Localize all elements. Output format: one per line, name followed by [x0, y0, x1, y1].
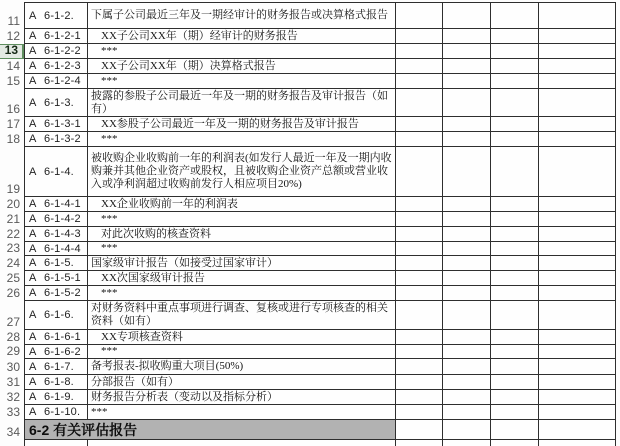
- empty-cell[interactable]: [538, 301, 616, 330]
- item-code: 6-1-6-1: [44, 331, 81, 343]
- empty-cell[interactable]: [538, 44, 616, 59]
- row-number[interactable]: 21: [0, 212, 24, 227]
- spreadsheet-grid: [0, 2, 616, 446]
- empty-cell[interactable]: [395, 89, 442, 117]
- row-marker: A: [29, 360, 37, 373]
- empty-cell[interactable]: [395, 330, 442, 345]
- empty-cell[interactable]: [490, 212, 538, 227]
- row-marker-code-cell[interactable]: [24, 271, 87, 286]
- empty-cell[interactable]: [538, 256, 616, 271]
- row-number[interactable]: 24: [0, 256, 24, 271]
- empty-cell[interactable]: [490, 59, 538, 74]
- row-marker-code-cell[interactable]: [24, 89, 87, 117]
- item-description-cell[interactable]: ***: [87, 132, 395, 147]
- table-row: [0, 286, 616, 301]
- empty-cell[interactable]: [490, 117, 538, 132]
- item-code: 6-1-3-2: [44, 133, 81, 145]
- item-description-cell[interactable]: 国家级审计报告（如接受过国家审计）: [87, 256, 395, 271]
- empty-cell[interactable]: [442, 59, 490, 74]
- row-number[interactable]: 30: [0, 359, 24, 375]
- item-description-cell[interactable]: ***: [87, 242, 395, 256]
- row-marker: A: [29, 257, 37, 269]
- empty-cell[interactable]: [442, 197, 490, 212]
- row-marker-code-cell[interactable]: [24, 212, 87, 227]
- empty-cell[interactable]: [490, 74, 538, 89]
- empty-cell[interactable]: [442, 147, 490, 197]
- empty-cell[interactable]: [490, 29, 538, 44]
- empty-cell[interactable]: [395, 359, 442, 375]
- empty-cell[interactable]: [490, 359, 538, 375]
- empty-cell[interactable]: [395, 242, 442, 256]
- item-description-cell[interactable]: ***: [87, 212, 395, 227]
- row-marker: A: [29, 376, 37, 388]
- row-marker-code-cell[interactable]: [24, 405, 87, 420]
- table-row: [0, 59, 616, 74]
- table-row: [0, 44, 616, 59]
- empty-cell[interactable]: [538, 242, 616, 256]
- item-code: 6-1-4-1: [44, 198, 81, 210]
- empty-cell[interactable]: [395, 375, 442, 390]
- empty-cell[interactable]: [442, 405, 490, 420]
- empty-cell[interactable]: [395, 117, 442, 132]
- empty-cell[interactable]: [442, 227, 490, 242]
- empty-cell[interactable]: [490, 242, 538, 256]
- empty-cell[interactable]: [395, 301, 442, 330]
- row-number[interactable]: 32: [0, 390, 24, 405]
- row-marker: A: [29, 228, 37, 240]
- empty-cell[interactable]: [538, 117, 616, 132]
- empty-cell[interactable]: [538, 330, 616, 345]
- empty-cell[interactable]: [538, 390, 616, 405]
- empty-cell[interactable]: [538, 2, 616, 29]
- row-number[interactable]: 14: [0, 59, 24, 74]
- table-row: [0, 117, 616, 132]
- table-row: [0, 330, 616, 345]
- item-code: 6-1-4-3: [44, 228, 81, 240]
- empty-cell[interactable]: [442, 271, 490, 286]
- item-description-cell[interactable]: XX次国家级审计报告: [87, 271, 395, 286]
- row-marker-code-cell[interactable]: [24, 132, 87, 147]
- row-number[interactable]: 11: [0, 2, 24, 29]
- item-description-cell[interactable]: ***: [87, 286, 395, 301]
- row-marker-code-cell[interactable]: [24, 345, 87, 359]
- item-code: 6-1-2-1: [44, 30, 81, 42]
- row-marker: A: [29, 213, 37, 225]
- item-description-cell[interactable]: XX企业收购前一年的利润表: [87, 197, 395, 212]
- item-description-cell[interactable]: 下属子公司最近三年及一期经审计的财务报告或决算格式报告: [87, 2, 395, 29]
- empty-cell[interactable]: [490, 390, 538, 405]
- row-number[interactable]: 22: [0, 227, 24, 242]
- empty-cell[interactable]: [395, 286, 442, 301]
- table-row: [0, 256, 616, 271]
- item-code: 6-1-5-2: [44, 287, 81, 299]
- row-marker-code-cell[interactable]: [24, 359, 87, 375]
- item-code: 6-1-9.: [44, 391, 74, 403]
- row-marker: A: [29, 345, 37, 358]
- row-number-selected[interactable]: 13: [0, 44, 24, 59]
- row-number[interactable]: 23: [0, 242, 24, 256]
- empty-cell[interactable]: [490, 286, 538, 301]
- item-description-cell[interactable]: XX专项核查资料: [87, 330, 395, 345]
- empty-cell[interactable]: [538, 197, 616, 212]
- row-number[interactable]: 28: [0, 330, 24, 345]
- empty-cell[interactable]: [442, 345, 490, 359]
- row-number[interactable]: 27: [0, 301, 24, 330]
- empty-cell[interactable]: [442, 89, 490, 117]
- row-marker: A: [29, 287, 37, 299]
- row-number[interactable]: 25: [0, 271, 24, 286]
- empty-cell[interactable]: [442, 117, 490, 132]
- empty-cell[interactable]: [538, 440, 616, 446]
- empty-cell[interactable]: [442, 212, 490, 227]
- item-code: 6-1-3-1: [44, 118, 81, 130]
- empty-cell[interactable]: [538, 375, 616, 390]
- item-code: 6-1-2.: [44, 9, 74, 22]
- row-number[interactable]: 17: [0, 117, 24, 132]
- item-code: 6-1-5.: [44, 257, 74, 269]
- table-row: [0, 89, 616, 117]
- empty-cell[interactable]: [442, 44, 490, 59]
- row-number[interactable]: 29: [0, 345, 24, 359]
- section-header-cell[interactable]: 6-2 有关评估报告: [24, 420, 395, 440]
- table-row: [0, 359, 616, 375]
- empty-cell[interactable]: [395, 405, 442, 420]
- item-description-cell[interactable]: ***: [87, 74, 395, 89]
- item-description-cell[interactable]: 对财务资料中重点事项进行调查、复核或进行专项核查的相关资料（如有）: [87, 301, 395, 330]
- empty-cell[interactable]: [442, 301, 490, 330]
- table-row: [0, 197, 616, 212]
- empty-cell[interactable]: [538, 74, 616, 89]
- row-marker-code-cell[interactable]: [24, 256, 87, 271]
- empty-cell[interactable]: [395, 256, 442, 271]
- empty-cell[interactable]: [490, 271, 538, 286]
- row-number[interactable]: 33: [0, 405, 24, 420]
- empty-cell[interactable]: [442, 74, 490, 89]
- empty-cell[interactable]: [490, 227, 538, 242]
- item-code: 6-1-4.: [44, 165, 74, 178]
- empty-cell[interactable]: [538, 345, 616, 359]
- row-marker-code-cell[interactable]: [24, 242, 87, 256]
- row-number[interactable]: 20: [0, 197, 24, 212]
- row-number[interactable]: 34: [0, 420, 24, 440]
- empty-cell[interactable]: [490, 256, 538, 271]
- empty-cell[interactable]: [490, 2, 538, 29]
- row-marker: A: [29, 60, 37, 72]
- empty-cell[interactable]: [395, 132, 442, 147]
- empty-cell[interactable]: [538, 147, 616, 197]
- row-marker: A: [29, 165, 37, 178]
- row-marker-code-cell[interactable]: [24, 375, 87, 390]
- row-marker-code-cell[interactable]: [24, 117, 87, 132]
- table-row: [0, 390, 616, 405]
- empty-cell[interactable]: [395, 147, 442, 197]
- table-row: [0, 375, 616, 390]
- empty-cell[interactable]: [490, 405, 538, 420]
- item-description-cell[interactable]: 备考报表-拟收购重大项目(50%): [87, 359, 395, 375]
- item-code: 6-1-2-4: [44, 75, 81, 87]
- table-row: [0, 242, 616, 256]
- item-description-cell[interactable]: ***: [87, 345, 395, 359]
- row-number[interactable]: 18: [0, 132, 24, 147]
- table-row: [0, 29, 616, 44]
- row-marker-code-cell[interactable]: [24, 227, 87, 242]
- row-marker: A: [29, 75, 37, 87]
- row-marker: A: [29, 133, 37, 145]
- empty-cell[interactable]: [442, 420, 490, 440]
- table-row: [0, 74, 616, 89]
- row-marker: A: [29, 309, 37, 321]
- empty-cell[interactable]: [490, 375, 538, 390]
- row-marker-code-cell[interactable]: [24, 2, 87, 29]
- table-row: [0, 147, 616, 197]
- empty-cell[interactable]: [538, 271, 616, 286]
- item-code: 6-1-10.: [44, 406, 81, 418]
- empty-cell[interactable]: [538, 286, 616, 301]
- table-row: [0, 227, 616, 242]
- empty-cell[interactable]: [442, 330, 490, 345]
- row-marker-code-cell[interactable]: [24, 74, 87, 89]
- row-marker-code-cell[interactable]: [24, 44, 87, 59]
- empty-cell[interactable]: [490, 420, 538, 440]
- empty-cell[interactable]: [490, 330, 538, 345]
- item-description-cell[interactable]: ***: [87, 405, 395, 420]
- item-code: 6-1-7.: [44, 360, 74, 373]
- empty-cell[interactable]: [442, 2, 490, 29]
- item-code: 6-1-2-3: [44, 60, 81, 72]
- row-marker: A: [29, 198, 37, 210]
- table-row: [0, 271, 616, 286]
- empty-cell[interactable]: [538, 132, 616, 147]
- empty-cell[interactable]: [442, 359, 490, 375]
- item-description-cell[interactable]: 财务报告分析表（变动以及指标分析）: [87, 390, 395, 405]
- item-code: 6-1-8.: [44, 376, 74, 388]
- item-description-cell[interactable]: 分部报告（如有）: [87, 375, 395, 390]
- item-description-cell[interactable]: ***: [87, 44, 395, 59]
- table-row: [0, 212, 616, 227]
- row-number[interactable]: 15: [0, 74, 24, 89]
- item-description-cell[interactable]: [87, 440, 395, 446]
- empty-cell[interactable]: [395, 197, 442, 212]
- item-description-cell[interactable]: XX参股子公司最近一年及一期的财务报告及审计报告: [87, 117, 395, 132]
- empty-cell[interactable]: [395, 2, 442, 29]
- row-number[interactable]: [0, 440, 24, 446]
- row-marker: A: [29, 118, 37, 130]
- empty-cell[interactable]: [395, 390, 442, 405]
- empty-cell[interactable]: [490, 197, 538, 212]
- item-code: 6-1-3.: [44, 96, 74, 109]
- row-number[interactable]: 26: [0, 286, 24, 301]
- empty-cell[interactable]: [395, 29, 442, 44]
- row-marker: A: [29, 9, 37, 22]
- item-code: 6-1-5-1: [44, 272, 81, 284]
- empty-cell[interactable]: [395, 74, 442, 89]
- row-marker: A: [29, 30, 37, 42]
- section-row: [0, 420, 616, 440]
- empty-cell[interactable]: [442, 132, 490, 147]
- empty-cell[interactable]: [395, 440, 442, 446]
- empty-cell[interactable]: [538, 59, 616, 74]
- row-marker: A: [29, 406, 37, 418]
- empty-cell[interactable]: [538, 359, 616, 375]
- row-marker-code-cell[interactable]: [24, 390, 87, 405]
- empty-cell[interactable]: [490, 301, 538, 330]
- item-description-cell[interactable]: 披露的参股子公司最近一年及一期的财务报告及审计报告（如有）: [87, 89, 395, 117]
- empty-cell[interactable]: [395, 44, 442, 59]
- empty-cell[interactable]: [442, 390, 490, 405]
- row-number[interactable]: 12: [0, 29, 24, 44]
- row-marker-code-cell[interactable]: [24, 147, 87, 197]
- empty-cell[interactable]: [395, 345, 442, 359]
- row-marker-code-cell[interactable]: [24, 440, 87, 446]
- empty-cell[interactable]: [538, 89, 616, 117]
- table-row: [0, 301, 616, 330]
- row-marker: A: [29, 272, 37, 284]
- row-number[interactable]: 16: [0, 89, 24, 117]
- empty-cell[interactable]: [395, 59, 442, 74]
- row-marker-code-cell[interactable]: [24, 286, 87, 301]
- empty-cell[interactable]: [395, 420, 442, 440]
- row-marker-code-cell[interactable]: [24, 59, 87, 74]
- empty-cell[interactable]: [490, 44, 538, 59]
- item-code: 6-1-2-2: [44, 45, 81, 57]
- partial-row: [0, 440, 616, 446]
- row-marker: A: [29, 45, 37, 57]
- row-marker: A: [29, 96, 37, 109]
- table-row: [0, 405, 616, 420]
- row-marker: A: [29, 331, 37, 343]
- empty-cell[interactable]: [395, 271, 442, 286]
- empty-cell[interactable]: [442, 256, 490, 271]
- item-description-cell[interactable]: XX子公司XX年（期）经审计的财务报告: [87, 29, 395, 44]
- row-marker-code-cell[interactable]: [24, 330, 87, 345]
- empty-cell[interactable]: [538, 227, 616, 242]
- empty-cell[interactable]: [538, 29, 616, 44]
- item-code: 6-1-6-2: [44, 345, 81, 358]
- item-description-cell[interactable]: XX子公司XX年（期）决算格式报告: [87, 59, 395, 74]
- empty-cell[interactable]: [490, 440, 538, 446]
- empty-cell[interactable]: [395, 227, 442, 242]
- empty-cell[interactable]: [490, 132, 538, 147]
- empty-cell[interactable]: [538, 212, 616, 227]
- empty-cell[interactable]: [442, 242, 490, 256]
- row-marker-code-cell[interactable]: [24, 301, 87, 330]
- item-code: 6-1-4-4: [44, 242, 81, 255]
- table-row: [0, 345, 616, 359]
- table-row: [0, 2, 616, 29]
- row-marker-code-cell[interactable]: [24, 197, 87, 212]
- empty-cell[interactable]: [442, 29, 490, 44]
- empty-cell[interactable]: [538, 420, 616, 440]
- item-code: 6-1-4-2: [44, 213, 81, 225]
- row-number[interactable]: 31: [0, 375, 24, 390]
- empty-cell[interactable]: [442, 286, 490, 301]
- empty-cell[interactable]: [490, 345, 538, 359]
- row-number[interactable]: 19: [0, 147, 24, 197]
- item-description-cell[interactable]: 被收购企业收购前一年的利润表(如发行人最近一年及一期内收购兼并其他企业资产或股权，且被收购企业资产总额或营业收入或净利润超过收购前发行人相应项目20%): [87, 147, 395, 197]
- empty-cell[interactable]: [442, 375, 490, 390]
- empty-cell[interactable]: [395, 212, 442, 227]
- table-row: [0, 132, 616, 147]
- empty-cell[interactable]: [490, 147, 538, 197]
- empty-cell[interactable]: [442, 440, 490, 446]
- item-description-cell[interactable]: 对此次收购的核查资料: [87, 227, 395, 242]
- row-marker: A: [29, 391, 37, 403]
- item-code: 6-1-6.: [44, 309, 74, 321]
- empty-cell[interactable]: [538, 405, 616, 420]
- row-marker: A: [29, 242, 37, 255]
- row-marker-code-cell[interactable]: [24, 29, 87, 44]
- empty-cell[interactable]: [490, 89, 538, 117]
